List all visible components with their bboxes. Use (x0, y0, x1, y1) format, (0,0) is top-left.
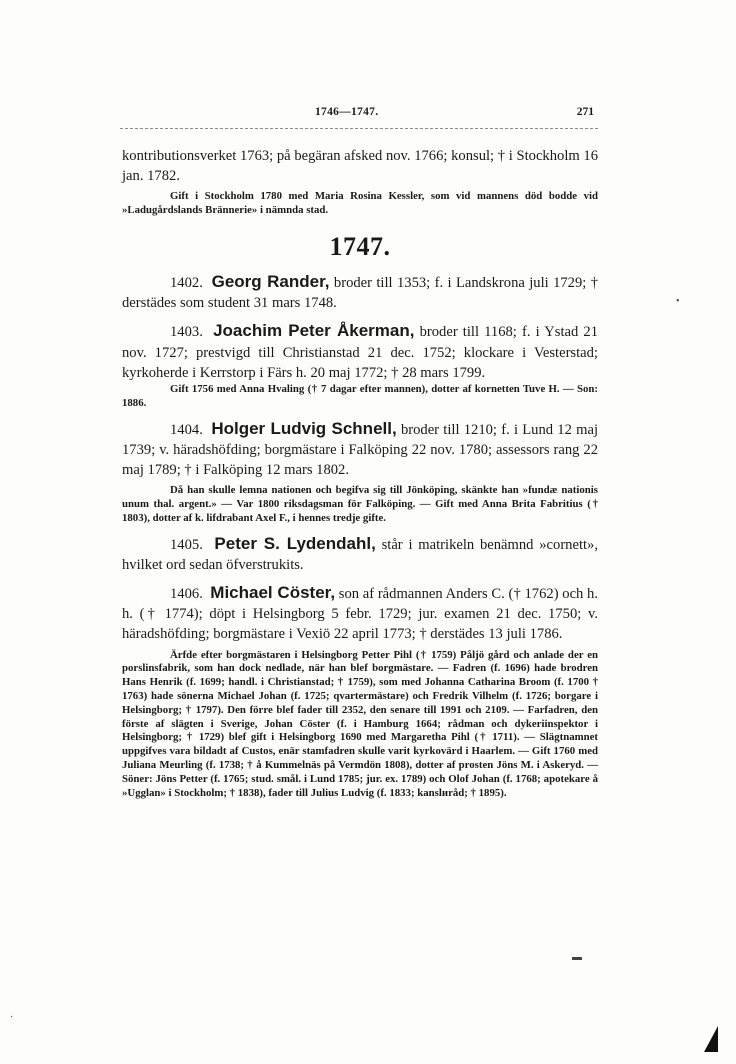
page-body (122, 146, 598, 800)
speck-mark: • (676, 296, 680, 307)
entry-name: Holger Ludvig Schnell, (211, 418, 397, 438)
running-header (120, 106, 598, 124)
header-rule (120, 128, 598, 129)
entry-name: Georg Rander, (211, 272, 330, 291)
entry-number: 1402. (170, 275, 203, 291)
entry-name: Joachim Peter Åkerman, (213, 321, 415, 341)
page-corner-shadow (704, 1026, 718, 1052)
entry-number: 1403. (170, 324, 203, 341)
continuation-text: kontributionsverket 1763; på begäran afsked nov. 1766; konsul; † i Stockholm 16 jan. 1782. (122, 148, 598, 185)
header-year-range: 1746—1747. (315, 106, 379, 118)
speck-mark: · (10, 1012, 14, 1023)
entry-1405 (122, 534, 598, 575)
entry-name: Peter S. Lydendahl, (214, 533, 376, 553)
year-heading: 1747. (329, 232, 391, 261)
entry-note: Gift 1756 med Anna Hvaling († 7 dagar efter mannen), dotter af kornetten Tuve H. — Son: 1886. (122, 383, 598, 409)
entry-number: 1405. (170, 536, 203, 553)
continuation-note: Gift i Stockholm 1780 med Maria Rosina Kessler, som vid mannens död bodde vid »Ladugårdslands Brännerie» i nämnda stad. (122, 190, 598, 217)
entry-1404 (122, 419, 598, 481)
speck-mark: ▬ (572, 952, 582, 963)
entry-number: 1406. (170, 586, 203, 603)
entry-text: broder till 1210; f. i Lund 12 maj 1739; v. häradshöfding; borgmästare i Falköping 22 nov. 1780; assessors rang 22 maj 1789; † i Falköping 12 mars 1802. (122, 421, 599, 479)
entry-text: broder till 1353; f. i Landskrona juli 1729; † derstädes som student 31 mars 1748. (122, 275, 599, 312)
entry-1406 (122, 583, 598, 645)
page-number: 271 (576, 106, 594, 118)
entry-note: Då han skulle lemna nationen och begifva sig till Jönköping, skänkte han »fundæ nationis unum thal. argent.» — Var 1800 riksdagsman för Falköping. — Gift med Anna Brita Fabritius († 1803), dotter af k. lifdrabant Axel F., i hennes tredje gifte. (122, 484, 598, 524)
entry-note: Ärfde efter borgmästaren i Helsingborg Petter Pihl († 1759) Påljö gård och anlade der en porslinsfabrik, som han dock nedlade, när han blef borgmästare. — Fadren (f. 1696) hade brodren Hans Henrik (f. 1699; handl. i Christianstad; † 1759), som med Johanna Catharina Broom (f. 1700 † 1763) hade sönerna Michael Johan (f. 1725; qvartermästare) och Fredrik Vilhelm (f. 1726; borgare i Helsingborg; † 1797). Den förre blef fader till 2352, den senare till 1991 och 2109. — Farfadren, den förste af slägten i Sverige, Johan Cöster (f. i Hamburg 1664; rådman och dykeriinspektor i Helsingborg; † 1729) blef gift i Helsingborg 1690 med Margaretha Pihl († 1711). — Slägtnamnet uppgifves vara bildadt af Custos, enär stamfadren skulle varit kyrkovärd i Haarlem. — Gift 1760 med Juliana Meurling (f. 1738; † å Kummelnäs på Vermdön 1808), dotter af prosten Jöns M. i Askeryd. — Söner: Jöns Petter (f. 1765; stud. smål. i Lund 1785; jur. ex. 1789) och Olof Johan (f. 1768; apotekare å »Ugglan» i Stockholm; † 1838), fader till Julius Ludvig (f. 1833; kanslиråd; † 1895). (122, 648, 598, 799)
entry-1403 (122, 321, 598, 383)
entry-text: står i matrikeln benämnd »cornett», hvilket ord sedan öfverstrukits. (122, 536, 599, 573)
entry-1402 (122, 272, 598, 313)
entry-name: Michael Cöster, (210, 583, 336, 603)
entry-text: son af rådmannen Anders C. († 1762) och h. h. († 1774); döpt i Helsingborg 5 febr. 1729; jur. examen 21 dec. 1750; v. häradshöfding; borgmästare i Vexiö 22 april 1773; † derstädes 13 juli 1786. (122, 586, 599, 643)
entry-number: 1404. (170, 421, 203, 438)
entry-text: broder till 1168; f. i Ystad 21 nov. 1727; prestvigd till Christianstad 21 dec. 1752; klockare i Vesterstad; kyrkoherde i Kerrstorp i Färs h. 20 maj 1772; † 28 mars 1799. (122, 324, 598, 381)
